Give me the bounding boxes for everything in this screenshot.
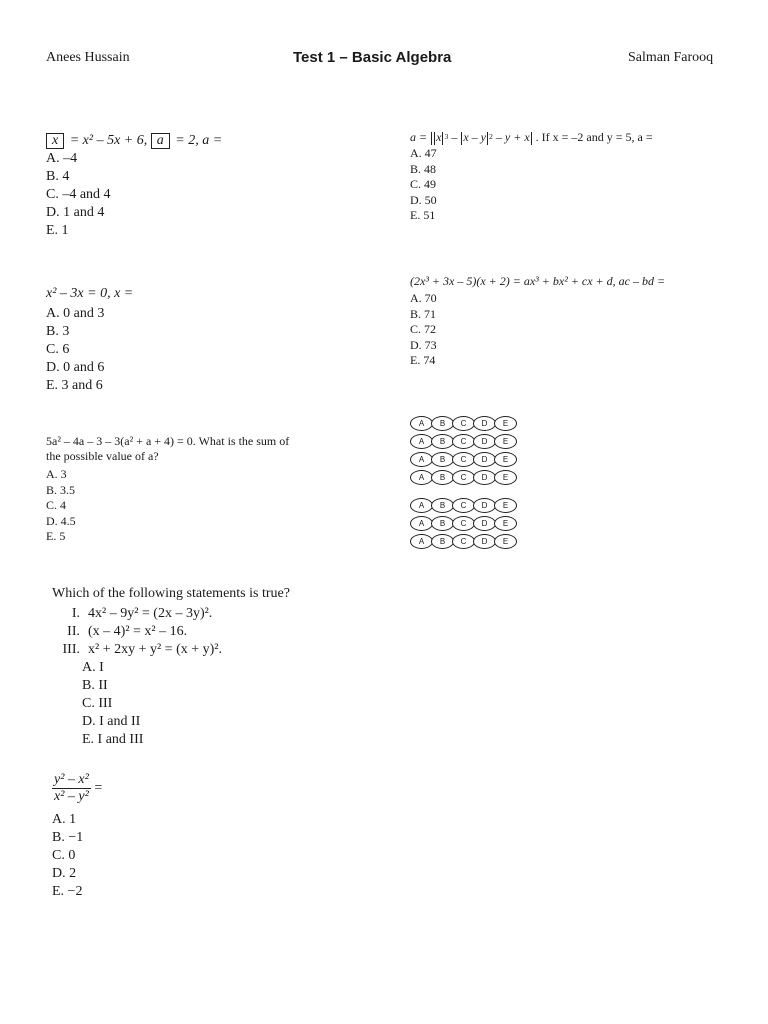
answer-bubble-a[interactable]: A (410, 452, 433, 467)
option-e: E. 5 (46, 529, 66, 543)
question-7-stem (52, 772, 102, 805)
question-6-statements (52, 605, 290, 659)
question-4-stem: (2x³ + 3x – 5)(x + 2) = ax³ + bx² + cx + d, ac – bd = (410, 274, 666, 288)
statement-2: II. (x – 4)² = x² – 16. (67, 624, 188, 639)
question-7-options (52, 811, 102, 901)
answer-bubble-b[interactable]: B (431, 470, 454, 485)
option-c: C. 6 (46, 342, 70, 357)
option-d: D. I and II (82, 714, 141, 729)
option-e: E. 51 (410, 208, 436, 222)
q2-stem-tail: – y + x (495, 130, 530, 144)
answer-bubble-d[interactable]: D (473, 498, 496, 513)
question-5 (46, 434, 289, 545)
answer-bubble-d[interactable]: D (473, 416, 496, 431)
q1-expr2: = 2, a = (171, 133, 223, 148)
answer-bubble-c[interactable]: C (452, 416, 475, 431)
answer-bubble-d[interactable]: D (473, 470, 496, 485)
option-a: A. –4 (46, 151, 78, 166)
answer-row (410, 414, 515, 432)
option-c: C. 72 (410, 322, 437, 336)
answer-bubble-d[interactable]: D (473, 434, 496, 449)
answer-sheet-group-1 (410, 414, 515, 486)
answer-bubble-e[interactable]: E (494, 516, 517, 531)
answer-bubble-e[interactable]: E (494, 470, 517, 485)
option-b: B. 48 (410, 161, 437, 176)
option-a: A. 70 (410, 291, 437, 305)
option-c: C. III (82, 696, 113, 711)
option-a: A. 1 (52, 812, 77, 827)
option-c: C. 49 (410, 177, 437, 191)
q1-expr1: = x² – 5x + 6, (66, 133, 151, 148)
q2-stem-mid: – (451, 130, 458, 144)
option-d: D. 0 and 6 (46, 360, 105, 375)
answer-row (410, 432, 515, 450)
option-d: D. 2 (52, 866, 77, 881)
option-b: B. 3 (46, 324, 70, 339)
option-a: A. 47 (410, 146, 437, 160)
answer-bubble-d[interactable]: D (473, 516, 496, 531)
answer-bubble-d[interactable]: D (473, 452, 496, 467)
answer-bubble-d[interactable]: D (473, 534, 496, 549)
answer-row (410, 514, 515, 532)
question-3 (46, 286, 133, 395)
question-1-stem (46, 133, 222, 149)
answer-bubble-b[interactable]: B (431, 516, 454, 531)
answer-bubble-a[interactable]: A (410, 470, 433, 485)
question-6 (52, 586, 290, 749)
answer-bubble-c[interactable]: C (452, 516, 475, 531)
answer-bubble-a[interactable]: A (410, 416, 433, 431)
statement-1: I. 4x² – 9y² = (2x – 3y)². (71, 606, 213, 621)
option-b: B. 3.5 (46, 482, 76, 497)
question-6-stem: Which of the following statements is true? (52, 586, 290, 601)
answer-bubble-b[interactable]: B (431, 534, 454, 549)
header-right-name: Salman Farooq (628, 50, 714, 65)
answer-bubble-c[interactable]: C (452, 534, 475, 549)
answer-bubble-b[interactable]: B (431, 434, 454, 449)
header-left-name: Anees Hussain (46, 50, 130, 65)
answer-bubble-c[interactable]: C (452, 498, 475, 513)
answer-row (410, 532, 515, 550)
question-4 (410, 274, 665, 369)
answer-bubble-c[interactable]: C (452, 470, 475, 485)
option-d: D. 4.5 (46, 513, 76, 528)
question-5-stem-line1: 5a² – 4a – 3 – 3(a² + a + 4) = 0. What is the sum of (46, 434, 290, 448)
q2-stem-abs: x – y (463, 130, 486, 144)
answer-row (410, 468, 515, 486)
page-title: Test 1 – Basic Algebra (293, 49, 452, 66)
option-b: B. II (82, 678, 108, 693)
statement-3: III. x² + 2xy + y² = (x + y)². (62, 642, 222, 657)
answer-bubble-e[interactable]: E (494, 434, 517, 449)
option-e: E. I and III (82, 732, 144, 747)
option-e: E. 1 (46, 223, 69, 238)
answer-bubble-e[interactable]: E (494, 498, 517, 513)
q2-stem-x: x (436, 130, 442, 144)
fraction-denominator: x² – y² (54, 789, 89, 804)
answer-row (410, 496, 515, 514)
question-3-stem: x² – 3x = 0, x = (46, 286, 134, 301)
option-d: D. 1 and 4 (46, 205, 105, 220)
option-b: B. 71 (410, 306, 437, 321)
box-a: a (151, 133, 170, 149)
answer-bubble-c[interactable]: C (452, 434, 475, 449)
question-1-options (46, 150, 222, 240)
option-c: C. –4 and 4 (46, 187, 111, 202)
answer-sheet-group-2 (410, 496, 515, 550)
answer-bubble-e[interactable]: E (494, 534, 517, 549)
option-b: B. 4 (46, 169, 70, 184)
answer-bubble-a[interactable]: A (410, 434, 433, 449)
question-2-stem: a = x $^3$ – x – y $^2$ – y + x . If x = –2 and y = 5, a = (410, 130, 653, 144)
option-c: C. 4 (46, 498, 67, 512)
option-c: C. 0 (52, 848, 76, 863)
q2-stem-end: . If x = –2 and y = 5, a = (535, 130, 653, 144)
option-e: E. 3 and 6 (46, 378, 103, 393)
answer-bubble-a[interactable]: A (410, 516, 433, 531)
answer-bubble-e[interactable]: E (494, 416, 517, 431)
question-2 (410, 130, 653, 224)
fraction (52, 772, 91, 805)
question-3-options (46, 305, 133, 395)
answer-bubble-b[interactable]: B (431, 416, 454, 431)
question-2-options (410, 146, 653, 224)
option-e: E. −2 (52, 884, 83, 899)
option-b: B. −1 (52, 830, 84, 845)
answer-row (410, 450, 515, 468)
answer-bubble-c[interactable]: C (452, 452, 475, 467)
question-6-options (82, 659, 290, 749)
option-d: D. 50 (410, 192, 437, 207)
answer-bubble-e[interactable]: E (494, 452, 517, 467)
option-a: A. I (82, 660, 104, 675)
question-7 (52, 772, 102, 901)
q2-stem-a: a = (410, 130, 428, 144)
option-a: A. 0 and 3 (46, 306, 105, 321)
answer-bubble-a[interactable]: A (410, 498, 433, 513)
answer-bubble-b[interactable]: B (431, 498, 454, 513)
answer-bubble-a[interactable]: A (410, 534, 433, 549)
box-x: x (46, 133, 64, 149)
q7-equals: = (94, 780, 103, 796)
question-5-options (46, 467, 289, 545)
option-d: D. 73 (410, 337, 437, 352)
option-a: A. 3 (46, 467, 67, 481)
option-e: E. 74 (410, 353, 436, 367)
question-4-options (410, 291, 665, 369)
answer-bubble-b[interactable]: B (431, 452, 454, 467)
question-1 (46, 133, 222, 240)
question-5-stem-line2: the possible value of a? (46, 449, 159, 463)
fraction-numerator: y² – x² (54, 772, 89, 787)
